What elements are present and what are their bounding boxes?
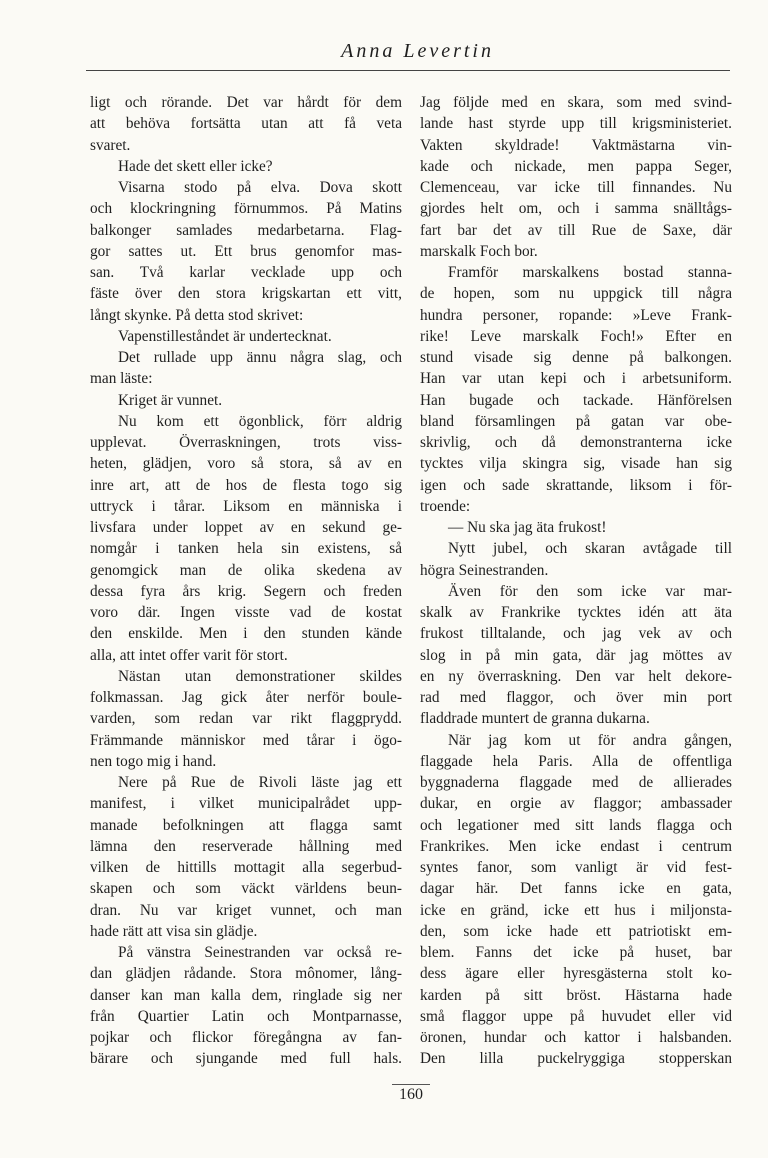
text-line: marskalk Foch bor. xyxy=(420,242,538,260)
text-line: Det rullade upp ännu några slag, och xyxy=(118,349,402,366)
text-line: folkmassan. Jag gick åter nerför boule- xyxy=(90,689,402,706)
text-line: dukar, en orgie av flaggor; ambassader xyxy=(420,795,732,813)
text-line: ligt och rörande. Det var hårdt för dem xyxy=(90,94,402,111)
text-line: Frankrikes. Men icke endast i centrum xyxy=(420,837,732,855)
text-line: inre art, att de hos de flesta togo sig xyxy=(90,476,402,494)
text-line: Nästan utan demonstrationer skildes xyxy=(118,667,402,685)
text-line: den enskilde. Men i den stunden kände xyxy=(90,625,402,643)
text-line: — Nu ska jag äta frukost! xyxy=(448,519,607,536)
text-line: genomgick man de olika skedena av xyxy=(90,561,402,579)
text-line: blem. Fanns det icke på huset, bar xyxy=(420,944,732,961)
text-line: en ny överraskning. Den var helt dekore- xyxy=(420,667,732,685)
text-line: små flaggor uppe på huvudet eller vid xyxy=(420,1007,732,1025)
text-line: dran. Nu var kriget vunnet, och man xyxy=(90,901,402,919)
text-line: hade rätt att visa sin glädje. xyxy=(90,922,258,940)
text-line: Vapenstilleståndet är undertecknat. xyxy=(118,327,332,345)
text-line: svaret. xyxy=(90,136,131,154)
text-line: slog in på min gata, där jag möttes av xyxy=(420,646,732,664)
text-line: öronen, hundar och kattor i halsbanden. xyxy=(420,1029,732,1046)
text-line: danser kan man kalla dem, ringlade sig ner xyxy=(90,986,402,1004)
text-line: alla, att intet offer varit för stort. xyxy=(90,646,288,664)
text-line: hundra personer, ropande: »Leve Frank- xyxy=(420,306,732,324)
text-line: varden, som redan var rikt flaggprydd. xyxy=(90,710,402,728)
text-line: fladdrade muntert de granna dukarna. xyxy=(420,710,650,728)
text-line: den, som icke hade ett patriotiskt em- xyxy=(420,922,732,940)
text-line: karden på sitt bröst. Hästarna hade xyxy=(420,986,732,1004)
header-rule xyxy=(86,70,730,71)
text-line: byggnaderna flaggade med de allierades xyxy=(420,774,732,791)
text-line: Han bugade och tackade. Hänförelsen xyxy=(420,391,732,409)
text-line: dessa fyra års krig. Segern och freden xyxy=(90,582,402,600)
text-line: igen och sade skrattande, liksom i för- xyxy=(420,476,732,494)
text-line: fart bar det av till Rue de Saxe, där xyxy=(420,221,732,239)
text-line: När jag kom ut för andra gången, xyxy=(448,731,732,749)
text-line: san. Två karlar vecklade upp och xyxy=(90,264,402,281)
text-line: vilken de hittills mottagit alla segerbud- xyxy=(90,859,402,876)
text-line: Hade det skett eller icke? xyxy=(118,157,273,175)
running-title: Anna Levertin xyxy=(341,40,494,62)
text-line: att behöva fortsätta utan att få veta xyxy=(90,115,402,133)
text-line: Framför marskalkens bostad stanna- xyxy=(448,264,732,281)
text-line: Jag följde med en skara, som med svind- xyxy=(420,94,732,111)
text-line: bland församlingen på gatan var obe- xyxy=(420,412,732,430)
text-line: upplevat. Överraskningen, trots viss- xyxy=(90,434,402,451)
folio-rule xyxy=(392,1084,430,1085)
text-line: Nu kom ett ögonblick, förr aldrig xyxy=(118,412,402,430)
text-line: Främmande människor med tårar i ögo- xyxy=(90,731,402,749)
text-line: och legationer med sitt lands flagga och xyxy=(420,816,732,834)
text-line: Han var utan kepi och i arbetsuniform. xyxy=(420,370,732,388)
text-line: På vänstra Seinestranden var också re- xyxy=(118,944,402,961)
text-line: fäste över den stora krigskartan ett vitt, xyxy=(90,285,402,303)
text-line: rike! Leve marskalk Foch!» Efter en xyxy=(420,327,732,345)
text-line: syntes fanor, som vanligt är vid fest- xyxy=(420,859,732,876)
text-line: icke en gränd, icke ett hus i miljonsta- xyxy=(420,901,732,919)
text-line: tycktes vilja skingra sig, visade han sig xyxy=(420,455,732,473)
text-line: manade befolkningen att flagga samt xyxy=(90,816,402,834)
text-line: skalk av Frankrike tycktes idén att äta xyxy=(420,604,732,621)
text-line: frukost tilltalande, och jag vek av och xyxy=(420,625,732,643)
text-line: man läste: xyxy=(90,370,153,388)
text-line: Även för den som icke var mar- xyxy=(448,582,732,600)
text-line: skapen och som väckt världens beun- xyxy=(90,880,402,898)
text-line: Vakten skyldrade! Vaktmästarna vin- xyxy=(420,136,732,154)
text-line: voro där. Ingen visste vad de kostat xyxy=(90,604,402,621)
text-line: dan glädjen rådande. Stora mônomer, lång- xyxy=(90,965,402,983)
text-line: från Quartier Latin och Montparnasse, xyxy=(90,1007,402,1025)
page-number: 160 xyxy=(399,1086,423,1103)
text-line: stund visade sig denne på balkongen. xyxy=(420,349,732,366)
text-line: flaggade hela Paris. Alla de offentliga xyxy=(420,752,732,770)
text-line: skrivlig, och då demonstranterna icke xyxy=(420,434,732,451)
text-line: bärare och sjungande med full hals. xyxy=(90,1050,402,1068)
text-line: Nere på Rue de Rivoli läste jag ett xyxy=(118,774,402,791)
text-line: Kriget är vunnet. xyxy=(118,391,223,409)
text-line: Clemenceau, var icke till finnandes. Nu xyxy=(420,179,732,196)
text-line: kade och nickade, men pappa Seger, xyxy=(420,157,732,175)
text-line: lämna den reserverade hållning med xyxy=(90,837,402,855)
text-line: gjordes helt om, och i samma snälltågs- xyxy=(420,200,732,218)
text-line: och klockringning förnummos. På Matins xyxy=(90,200,402,218)
text-line: dagar här. Det fanns icke en gata, xyxy=(420,880,732,898)
text-line: högra Seinestranden. xyxy=(420,561,549,579)
text-line: lande hast styrde upp till krigsministeriet. xyxy=(420,115,732,133)
text-line: heten, glädjen, voro så stora, så av en xyxy=(90,455,402,473)
text-line: livsfara under loppet av en sekund ge- xyxy=(90,519,402,536)
left-column xyxy=(90,92,402,1070)
text-line: nen togo mig i hand. xyxy=(90,752,217,770)
text-line: pojkar och flickor föregångna av fan- xyxy=(90,1029,402,1046)
text-line: balkonger samlades medarbetarna. Flag- xyxy=(90,221,402,239)
text-line: Den lilla puckelryggiga stopperskan xyxy=(420,1050,732,1068)
text-line: manifest, i vilket municipalrådet upp- xyxy=(90,795,402,813)
text-line: långt skynke. På detta stod skrivet: xyxy=(90,306,304,324)
text-line: de hopen, som nu uppgick till några xyxy=(420,285,732,303)
text-line: rad med flaggor, och över min port xyxy=(420,689,732,706)
text-line: uttryck i tårar. Liksom en människa i xyxy=(90,497,402,515)
right-column xyxy=(420,92,732,1070)
text-line: gor sattes ut. Ett brus genomfor mas- xyxy=(90,242,402,260)
text-line: dess ägare eller hyresgästerna stolt ko- xyxy=(420,965,732,983)
text-line: nomgår i tanken hela sin existens, så xyxy=(90,540,402,558)
text-line: Visarna stodo på elva. Dova skott xyxy=(118,179,402,196)
text-line: troende: xyxy=(420,497,471,515)
text-line: Nytt jubel, och skaran avtågade till xyxy=(448,540,732,558)
